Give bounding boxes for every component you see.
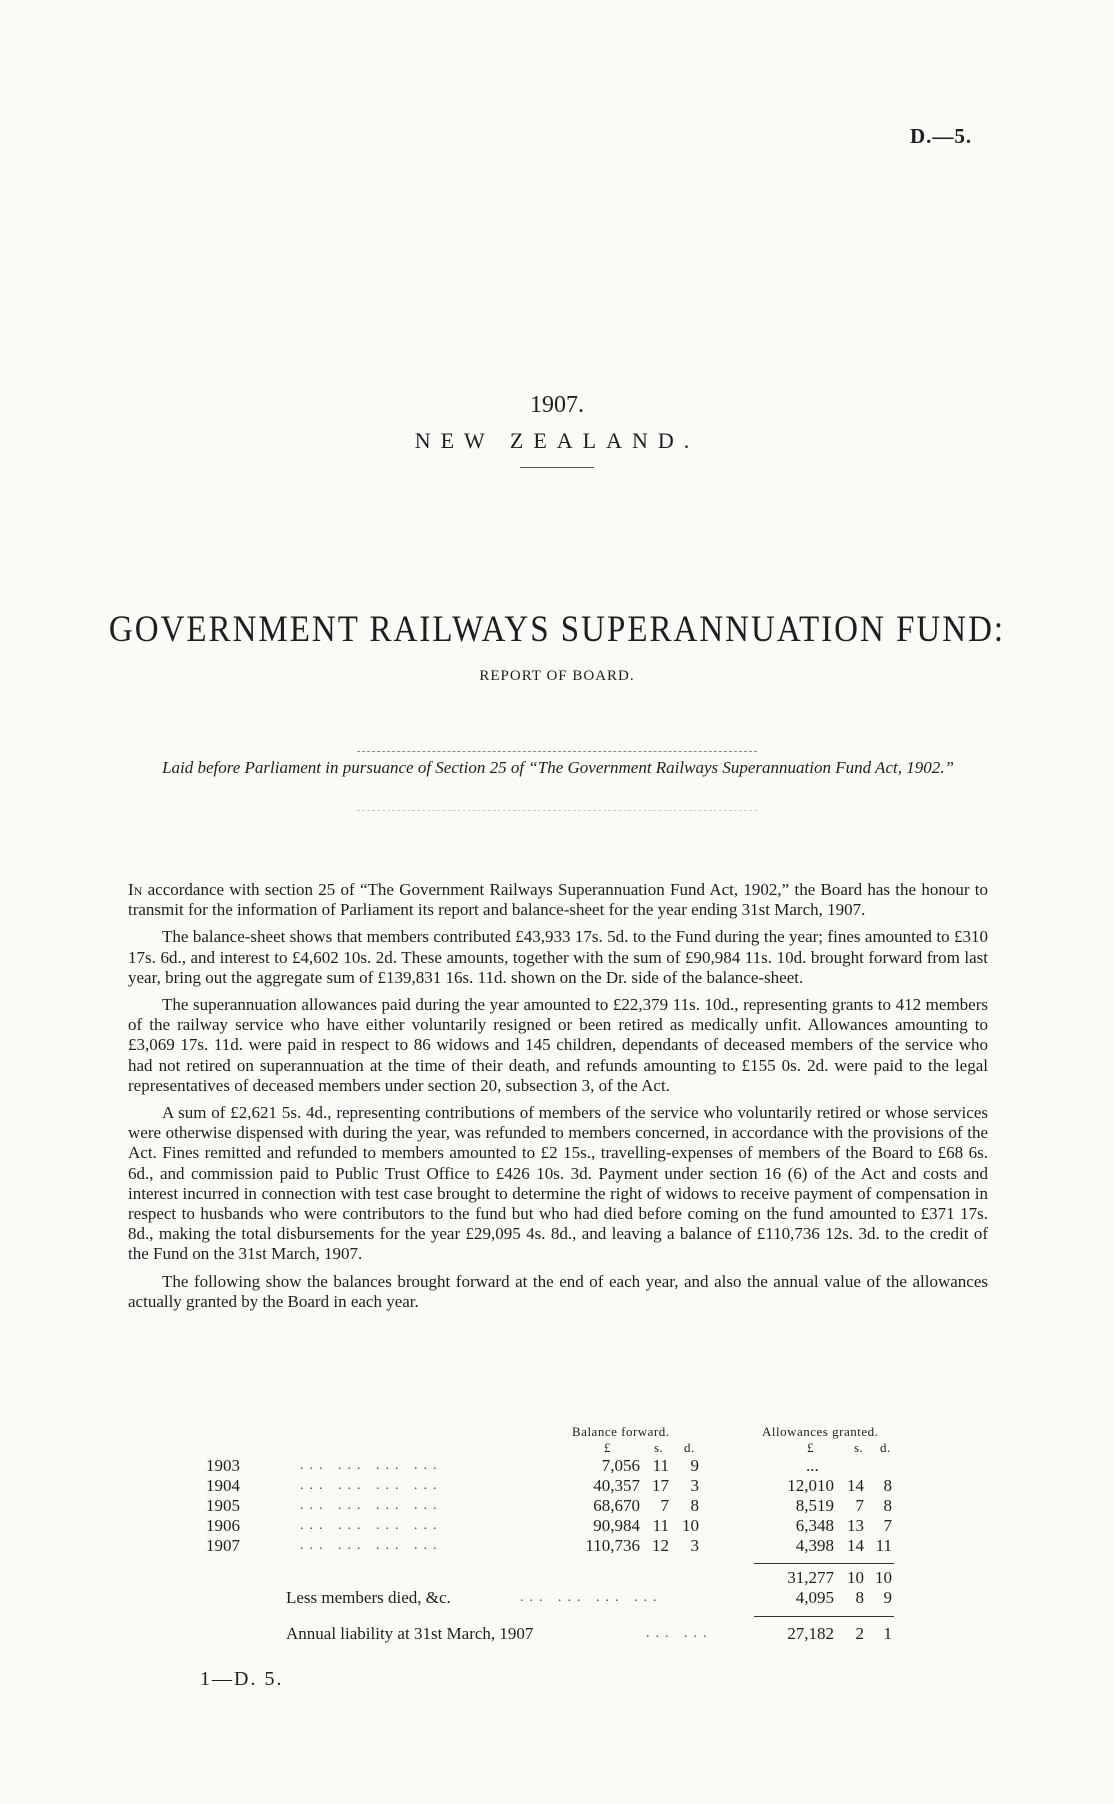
balance-shillings: 11 (652, 1516, 669, 1535)
page-footer: 1—D. 5. (200, 1668, 284, 1690)
leader-dots: ... ... (646, 1626, 713, 1641)
allowance-shillings: 14 (847, 1536, 864, 1555)
allowance-pounds: 8,519 (795, 1496, 834, 1515)
row-year: 1907 (206, 1536, 240, 1555)
balance-pence: 9 (690, 1456, 699, 1475)
balance-pounds: 110,736 (585, 1536, 640, 1555)
row-year: 1906 (206, 1516, 240, 1535)
unit-shillings: s. (654, 1440, 664, 1455)
balance-shillings: 7 (660, 1496, 669, 1515)
allowance-pounds: 12,010 (787, 1476, 834, 1495)
balance-pence: 3 (690, 1476, 699, 1495)
less-shillings: 8 (855, 1588, 864, 1607)
allowance-shillings: 7 (855, 1496, 864, 1515)
unit-pounds: £ (807, 1440, 814, 1455)
balance-shillings: 17 (652, 1476, 669, 1495)
row-year: 1904 (206, 1476, 240, 1495)
country-heading: NEW ZEALAND. (414, 428, 700, 453)
page-title: GOVERNMENT RAILWAYS SUPERANNUATION FUND: (108, 609, 1006, 651)
liability-shillings: 2 (855, 1624, 864, 1643)
allowance-shillings: 13 (847, 1516, 864, 1535)
unit-pence: d. (684, 1440, 695, 1455)
less-members-died-label: Less members died, &c. (286, 1588, 451, 1607)
total-pounds: 31,277 (787, 1568, 834, 1587)
header-balance-forward: Balance forward. (572, 1424, 670, 1439)
balance-pounds: 7,056 (601, 1456, 640, 1475)
allowance-pence: 8 (883, 1476, 892, 1495)
subtotal-rule (754, 1563, 894, 1564)
balance-pence: 3 (690, 1536, 699, 1555)
leader-dots: ... ... ... ... (520, 1590, 663, 1605)
row-year: 1905 (206, 1496, 240, 1515)
unit-shillings: s. (854, 1440, 864, 1455)
leader-dots: ... ... ... ... (300, 1458, 443, 1473)
paragraph-1 (128, 880, 988, 920)
balance-pounds: 40,357 (593, 1476, 640, 1495)
divider (520, 467, 594, 468)
report-body (128, 880, 988, 1319)
allowance-pounds: 4,398 (795, 1536, 834, 1555)
balance-pounds: 90,984 (593, 1516, 640, 1535)
paragraph-2: The balance-sheet shows that members contributed £43,933 17s. 5d. to the Fund during the year; fines amounted to £310 17s. 6d., and interest to £4,602 10s. 2d. These amounts, together with the sum of £90,984 11s. 10d. brought forward from last year, bring out the aggregate sum of £139,831 16s. 11d. shown on the Dr. side of the balance-sheet. (128, 927, 988, 987)
less-pence: 9 (883, 1588, 892, 1607)
leader-dots: ... ... ... ... (300, 1518, 443, 1533)
leader-dots: ... ... ... ... (300, 1498, 443, 1513)
paragraph-4: A sum of £2,621 5s. 4d., representing contributions of members of the service who voluntarily retired or whose services were otherwise dispensed with during the year, was refunded to members concerned, in accordance with the provisions of the Act. Fines remitted and refunded to members amounted to £2 15s., travelling-expenses of members of the Board to £68 6s. 6d., and commission paid to Public Trust Office to £426 10s. 3d. Payment under section 16 (6) of the Act and costs and interest incurred in connection with test case brought to determine the right of widows to receive payment of compensation in respect to husbands who were contributors to the fund but who had died before coming on the fund amounted to £371 17s. 8d., making the total disbursements for the year £29,095 4s. 8d., and leaving a balance of £110,736 12s. 3d. to the credit of the Fund on the 31st March, 1907. (128, 1103, 988, 1264)
balance-shillings: 12 (652, 1536, 669, 1555)
header-allowances-granted: Allowances granted. (762, 1424, 879, 1439)
allowance-none: ... (806, 1456, 819, 1475)
allowance-pence: 8 (883, 1496, 892, 1515)
allowance-pence: 11 (875, 1536, 892, 1555)
less-pounds: 4,095 (795, 1588, 834, 1607)
divider (357, 751, 757, 752)
balance-shillings: 11 (652, 1456, 669, 1475)
lead-word: In (128, 880, 143, 899)
divider (357, 810, 757, 811)
allowance-shillings: 14 (847, 1476, 864, 1495)
balance-pence: 10 (682, 1516, 699, 1535)
allowance-pence: 7 (883, 1516, 892, 1535)
row-year: 1903 (206, 1456, 240, 1475)
annual-liability-label: Annual liability at 31st March, 1907 (286, 1624, 534, 1643)
allowance-pounds: 6,348 (795, 1516, 834, 1535)
paragraph-3: The superannuation allowances paid during the year amounted to £22,379 11s. 10d., representing grants to 412 members of the railway service who have either voluntarily resigned or been retired as medically unfit. Allowances amounting to £3,069 17s. 11d. were paid in respect to 86 widows and 145 children, dependants of deceased members of the service who had not retired on superannuation at the time of their death, and refunds amounting to £155 0s. 2d. were paid to the legal representatives of deceased members under section 20, subsection 3, of the Act. (128, 995, 988, 1095)
balance-pence: 8 (690, 1496, 699, 1515)
page-reference: D.—5. (910, 124, 973, 148)
page-subtitle: REPORT OF BOARD. (479, 668, 635, 684)
unit-pence: d. (880, 1440, 891, 1455)
total-pence: 10 (875, 1568, 892, 1587)
subtotal-rule (754, 1616, 894, 1617)
laid-before-note: Laid before Parliament in pursuance of Section 25 of “The Government Railways Superannuation Fund Act, 1902.” (162, 758, 954, 777)
total-shillings: 10 (847, 1568, 864, 1587)
leader-dots: ... ... ... ... (300, 1478, 443, 1493)
unit-pounds: £ (604, 1440, 611, 1455)
balance-pounds: 68,670 (593, 1496, 640, 1515)
document-year: 1907. (530, 392, 584, 418)
leader-dots: ... ... ... ... (300, 1538, 443, 1553)
paragraph-1-text: accordance with section 25 of “The Government Railways Superannuation Fund Act, 1902,” the Board has the honour to transmit for the information of Parliament its report and balance-sheet for the year ending 31st March, 1907. (128, 880, 988, 920)
liability-pounds: 27,182 (787, 1624, 834, 1643)
liability-pence: 1 (883, 1624, 892, 1643)
paragraph-5: The following show the balances brought forward at the end of each year, and also the annual value of the allowances actually granted by the Board in each year. (128, 1271, 988, 1311)
